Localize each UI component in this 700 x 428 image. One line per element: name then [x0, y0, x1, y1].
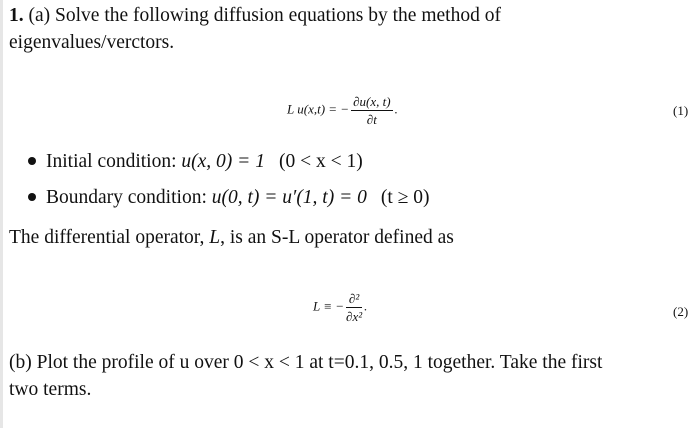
part-a-text: Solve the following diffusion equations by the method of — [50, 5, 501, 26]
eq1-numerator: ∂u(x, t) — [353, 94, 391, 109]
part-a-label: (a) — [28, 5, 51, 26]
initial-expr: u(x, 0) = 1 — [181, 151, 265, 172]
equation-2 — [313, 291, 367, 324]
eq1-fraction — [351, 94, 392, 127]
part-b-line-2: two terms. — [9, 379, 92, 400]
bullet-icon — [28, 157, 36, 165]
problem-line-1 — [9, 2, 501, 29]
eq1-denominator: ∂t — [366, 112, 377, 127]
eq2-tail: . — [364, 298, 368, 314]
boundary-label: Boundary condition: — [46, 187, 212, 208]
initial-condition — [28, 148, 363, 175]
eq1-lhs: L u(x,t) = − — [287, 101, 350, 117]
operator-suffix: , is an S-L operator defined as — [220, 227, 454, 248]
initial-range: (0 < x < 1) — [278, 151, 363, 172]
equation-2-number: (2) — [673, 304, 689, 319]
eq1-tail: . — [394, 101, 398, 117]
eq2-denominator: ∂x² — [346, 309, 363, 324]
boundary-range: (t ≥ 0) — [380, 187, 430, 208]
eq2-lhs: L ≡ − — [313, 298, 345, 314]
initial-label: Initial condition: — [46, 151, 182, 172]
left-margin-bar — [0, 0, 3, 428]
boundary-expr: u(0, t) = u′(1, t) = 0 — [211, 187, 367, 208]
eq2-fraction — [346, 291, 362, 324]
equation-1-number: (1) — [673, 103, 689, 118]
bullet-icon — [28, 193, 36, 201]
eq2-numerator: ∂² — [346, 291, 362, 308]
operator-sentence — [9, 224, 454, 251]
part-b-line-1: (b) Plot the profile of u over 0 < x < 1 at t=0.1, 0.5, 1 together. Take the first — [9, 352, 603, 373]
boundary-condition — [28, 184, 430, 211]
problem-line-2: eigenvalues/verctors. — [9, 32, 175, 53]
operator-symbol: L — [209, 227, 221, 248]
problem-number: 1. — [9, 5, 24, 26]
operator-prefix: The differential operator, — [9, 227, 210, 248]
equation-1 — [287, 94, 398, 127]
